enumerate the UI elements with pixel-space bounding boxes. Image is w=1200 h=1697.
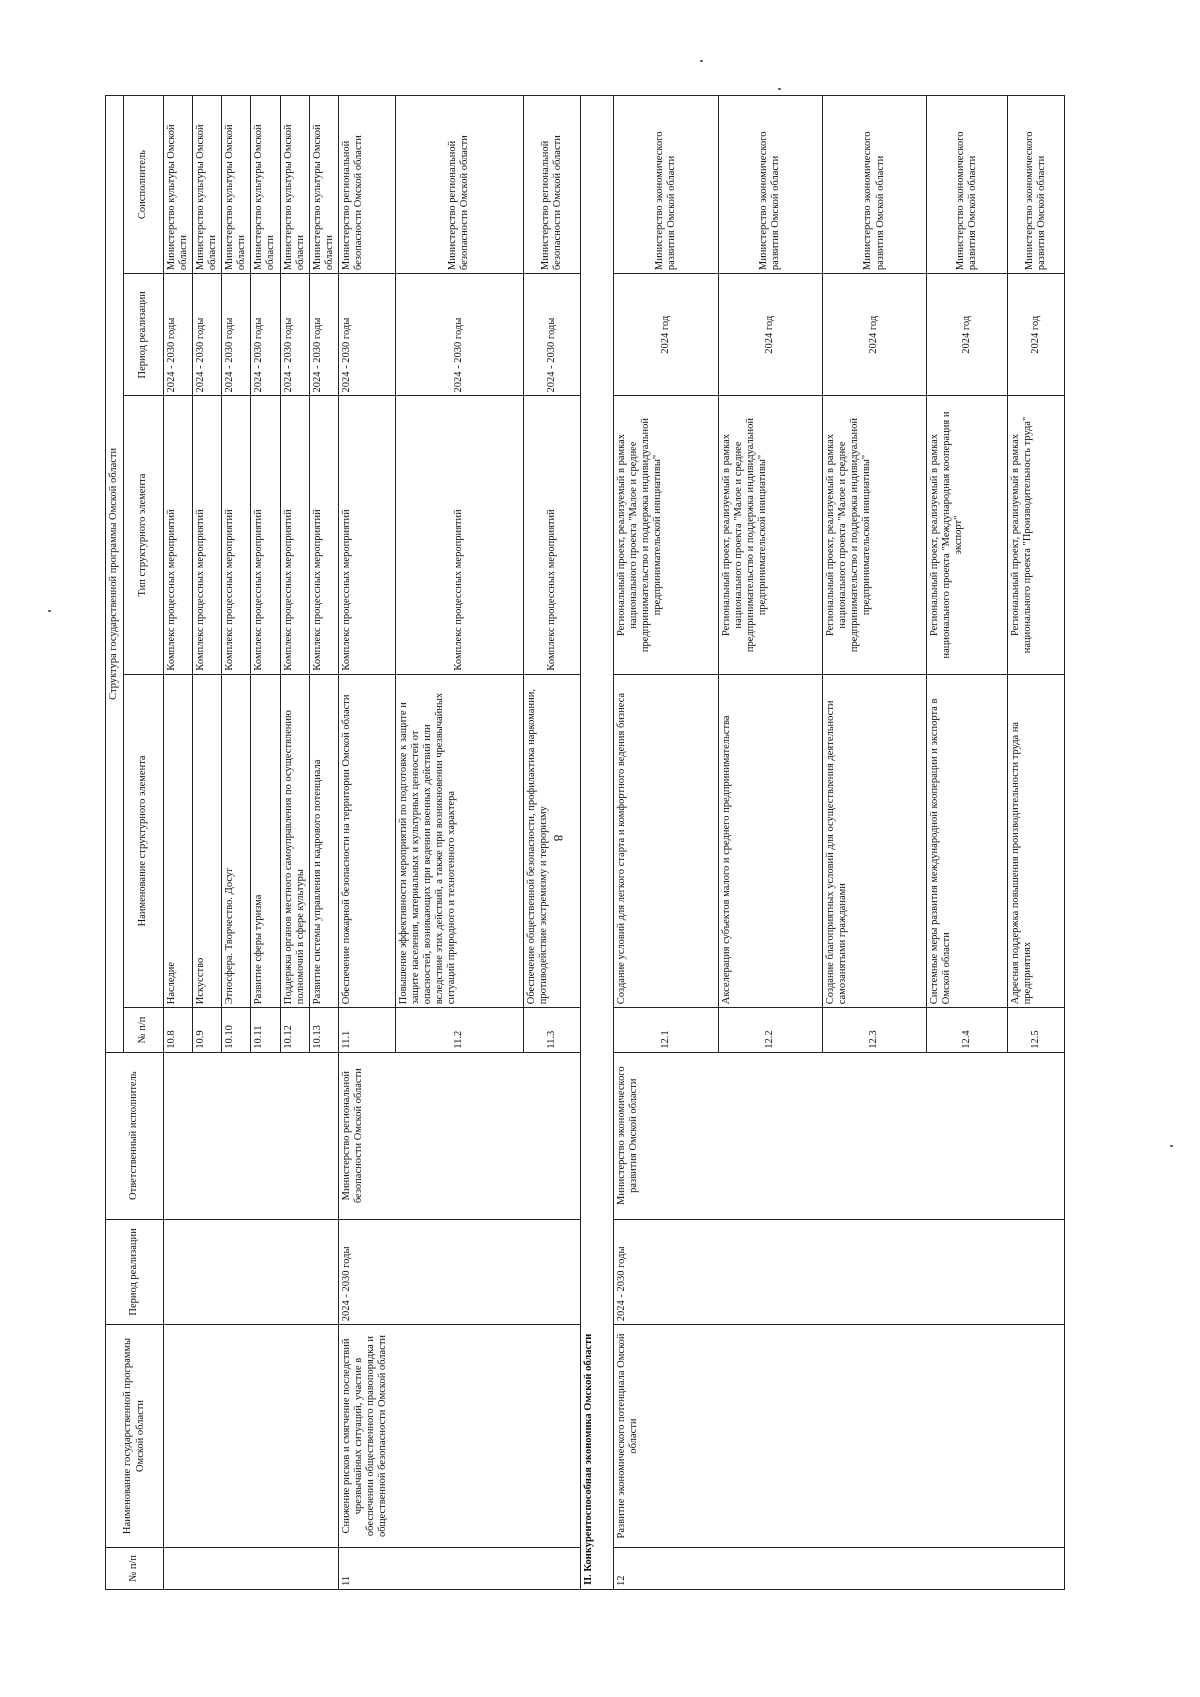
program-structure-table <box>105 95 1065 1590</box>
scan-speck <box>1170 1145 1173 1147</box>
cell-co-executor: Министерство культуры Омской области <box>309 96 338 274</box>
cell-sub-period: 2024 - 2030 годы <box>309 274 338 396</box>
cell-num <box>164 1547 339 1589</box>
cell-sub-num: 10.12 <box>280 1008 309 1052</box>
cell-element-name: Создание благоприятных условий для осуществления деятельности самозанятыми гражданами <box>822 674 926 1008</box>
scan-speck <box>48 610 51 612</box>
cell-co-executor: Министерство культуры Омской области <box>193 96 222 274</box>
table-row <box>338 96 395 1590</box>
cell-element-type: Комплекс процессных мероприятий <box>193 396 222 674</box>
cell-sub-num: 10.9 <box>193 1008 222 1052</box>
cell-element-type: Комплекс процессных мероприятий <box>309 396 338 674</box>
page-number: 8 <box>551 834 566 842</box>
cell-co-executor: Министерство культуры Омской области <box>280 96 309 274</box>
cell-element-type: Комплекс процессных мероприятий <box>164 396 193 674</box>
header-sub-num: № п/п <box>124 1008 164 1052</box>
cell-co-executor: Министерство региональной безопасности Омской области <box>523 96 580 274</box>
cell-element-name: Системные меры развития международной кооперации и экспорта в Омской области <box>927 674 1008 1008</box>
cell-co-executor: Министерство региональной безопасности Омской области <box>338 96 395 274</box>
cell-period <box>164 1219 339 1325</box>
cell-co-executor: Министерство культуры Омской области <box>222 96 251 274</box>
cell-sub-num: 10.11 <box>251 1008 280 1052</box>
cell-element-name: Адресная поддержка повышения производительности труда на предприятиях <box>1007 674 1064 1008</box>
cell-element-type: Региональный проект, реализуемый в рамках национального проекта "Малое и среднее предпринимательство и поддержка индивидуальной предпринимательской инициативы" <box>718 396 822 674</box>
cell-sub-period: 2024 год <box>822 274 926 396</box>
section-heading: II. Конкурентоспособная экономика Омской области <box>580 96 613 1590</box>
cell-element-type: Комплекс процессных мероприятий <box>338 396 395 674</box>
cell-element-type: Комплекс процессных мероприятий <box>251 396 280 674</box>
cell-sub-period: 2024 год <box>614 274 718 396</box>
cell-sub-num: 12.3 <box>822 1008 926 1052</box>
cell-sub-period: 2024 - 2030 годы <box>395 274 523 396</box>
cell-sub-num: 12.5 <box>1007 1008 1064 1052</box>
cell-sub-period: 2024 год <box>927 274 1008 396</box>
cell-sub-period: 2024 год <box>718 274 822 396</box>
cell-element-name: Повышение эффективности мероприятий по подготовке к защите и защите населения, материальных и культурных ценностей от опасностей, возникающих при ведении военных действий или вследствие этих действий, а также при возникновении чрезвычайных ситуаций природного и техногенного характера <box>395 674 523 1008</box>
header-co-executor: Соисполнитель <box>124 96 164 274</box>
cell-sub-num: 12.4 <box>927 1008 1008 1052</box>
cell-element-type: Комплекс процессных мероприятий <box>222 396 251 674</box>
cell-sub-num: 10.8 <box>164 1008 193 1052</box>
cell-co-executor: Министерство экономического развития Омской области <box>614 96 718 274</box>
cell-num: 11 <box>338 1547 580 1589</box>
cell-sub-num: 10.13 <box>309 1008 338 1052</box>
cell-co-executor: Министерство культуры Омской области <box>251 96 280 274</box>
cell-period: 2024 - 2030 годы <box>614 1219 1065 1325</box>
cell-element-name: Наследие <box>164 674 193 1008</box>
table-row <box>614 96 718 1590</box>
cell-period: 2024 - 2030 годы <box>338 1219 580 1325</box>
header-responsible: Ответственный исполнитель <box>106 1052 164 1219</box>
cell-program-name <box>164 1325 339 1547</box>
header-element-name: Наименование структурного элемента <box>124 674 164 1008</box>
cell-sub-period: 2024 - 2030 годы <box>193 274 222 396</box>
cell-element-type: Региональный проект, реализуемый в рамках национального проекта "Малое и среднее предпринимательство и поддержка индивидуальной предпринимательской инициативы" <box>822 396 926 674</box>
cell-element-name: Обеспечение общественной безопасности, профилактика наркомании, противодействие экстремизму и терроризму <box>523 674 580 1008</box>
cell-sub-period: 2024 - 2030 годы <box>251 274 280 396</box>
cell-element-name: Развитие сферы туризма <box>251 674 280 1008</box>
section-row <box>580 96 613 1590</box>
cell-sub-period: 2024 - 2030 годы <box>338 274 395 396</box>
scan-speck <box>700 60 703 62</box>
cell-element-type: Региональный проект, реализуемый в рамках национального проекта "Международная кооперация и экспорт" <box>927 396 1008 674</box>
cell-co-executor: Министерство региональной безопасности Омской области <box>395 96 523 274</box>
cell-element-name: Поддержка органов местного самоуправления по осуществлению полномочий в сфере культуры <box>280 674 309 1008</box>
cell-co-executor: Министерство культуры Омской области <box>164 96 193 274</box>
header-num: № п/п <box>106 1547 164 1589</box>
cell-program-name: Снижение рисков и смягчение последствий чрезвычайных ситуаций, участие в обеспечении общественного правопорядка и общественной безопасности Омской области <box>338 1325 580 1547</box>
header-structure-title: Структура государственной программы Омской области <box>106 96 124 1053</box>
cell-co-executor: Министерство экономического развития Омской области <box>927 96 1008 274</box>
cell-element-name: Этносфера. Творчество. Досуг <box>222 674 251 1008</box>
cell-element-name: Акселерация субъектов малого и среднего предпринимательства <box>718 674 822 1008</box>
scan-speck <box>778 88 781 90</box>
rotated-table-sheet <box>105 95 1065 1590</box>
cell-sub-num: 10.10 <box>222 1008 251 1052</box>
header-element-type: Тип структурного элемента <box>124 396 164 674</box>
cell-responsible <box>164 1052 339 1219</box>
cell-element-name: Искусство <box>193 674 222 1008</box>
cell-sub-period: 2024 год <box>1007 274 1064 396</box>
cell-co-executor: Министерство экономического развития Омской области <box>1007 96 1064 274</box>
cell-element-type: Региональный проект, реализуемый в рамках национального проекта "Малое и среднее предпринимательство и поддержка индивидуальной предпринимательской инициативы" <box>614 396 718 674</box>
cell-co-executor: Министерство экономического развития Омской области <box>718 96 822 274</box>
cell-element-name: Создание условий для легкого старта и комфортного ведения бизнеса <box>614 674 718 1008</box>
cell-sub-num: 12.1 <box>614 1008 718 1052</box>
header-sub-period: Период реализации <box>124 274 164 396</box>
header-program-name: Наименование государственной программы Омской области <box>106 1325 164 1547</box>
cell-element-type: Комплекс процессных мероприятий <box>395 396 523 674</box>
header-period: Период реализации <box>106 1219 164 1325</box>
cell-element-type: Комплекс процессных мероприятий <box>523 396 580 674</box>
cell-sub-period: 2024 - 2030 годы <box>280 274 309 396</box>
cell-element-name: Обеспечение пожарной безопасности на территории Омской области <box>338 674 395 1008</box>
cell-responsible: Министерство региональной безопасности Омской области <box>338 1052 580 1219</box>
cell-element-type: Региональный проект, реализуемый в рамках национального проекта "Производительность труда" <box>1007 396 1064 674</box>
cell-num: 12 <box>614 1547 1065 1589</box>
cell-sub-num: 12.2 <box>718 1008 822 1052</box>
cell-sub-num: 11.2 <box>395 1008 523 1052</box>
cell-sub-period: 2024 - 2030 годы <box>523 274 580 396</box>
cell-program-name: Развитие экономического потенциала Омской области <box>614 1325 1065 1547</box>
cell-element-name: Развитие системы управления и кадрового потенциала <box>309 674 338 1008</box>
cell-sub-period: 2024 - 2030 годы <box>164 274 193 396</box>
cell-co-executor: Министерство экономического развития Омской области <box>822 96 926 274</box>
cell-element-type: Комплекс процессных мероприятий <box>280 396 309 674</box>
cell-responsible: Министерство экономического развития Омской области <box>614 1052 1065 1219</box>
cell-sub-num: 11.1 <box>338 1008 395 1052</box>
table-row <box>164 96 193 1590</box>
cell-sub-period: 2024 - 2030 годы <box>222 274 251 396</box>
cell-sub-num: 11.3 <box>523 1008 580 1052</box>
